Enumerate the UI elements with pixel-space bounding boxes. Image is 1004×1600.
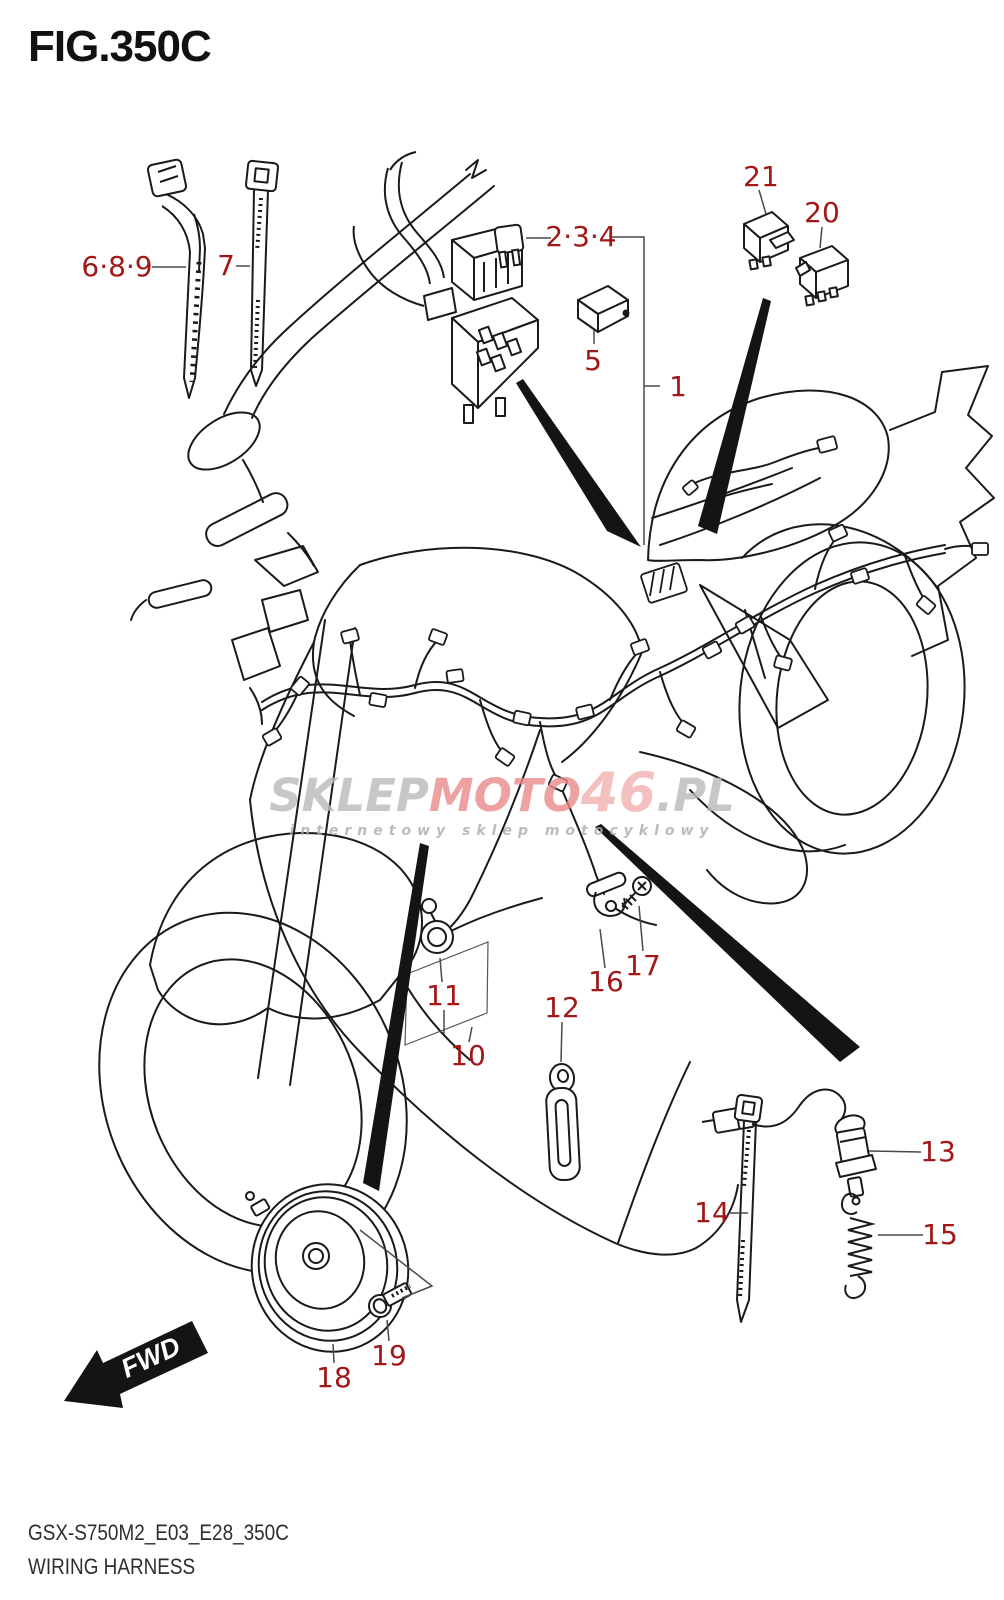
cockpit-detail xyxy=(232,546,318,724)
part-label-1: 1 xyxy=(669,370,687,403)
pointer-arrow-switch xyxy=(595,824,860,1062)
front-fender xyxy=(150,833,422,1024)
horn-18 xyxy=(236,1170,424,1367)
relay-5 xyxy=(578,286,629,332)
footer xyxy=(28,1516,289,1584)
relay-20 xyxy=(796,246,848,305)
ground-terminal-11 xyxy=(421,899,453,953)
fuse-box-assembly xyxy=(354,152,538,423)
part-label-14: 14 xyxy=(694,1196,730,1229)
watermark-subtitle: internetowy sklep motocyklowy xyxy=(289,823,715,839)
part-label-12: 12 xyxy=(544,991,580,1024)
part-label-17: 17 xyxy=(625,949,661,982)
watermark-sklep: SKLEP xyxy=(269,769,429,822)
cable-tie-7 xyxy=(246,161,279,386)
part-label-18: 18 xyxy=(316,1361,352,1394)
pointer-arrow-horn xyxy=(363,843,429,1191)
brake-switch-13 xyxy=(702,1090,876,1205)
relay-21 xyxy=(744,212,794,269)
part-label-2-3-4: 2·3·4 xyxy=(545,220,617,253)
swingarm xyxy=(690,585,845,851)
bolt-17 xyxy=(622,877,651,909)
fwd-arrow xyxy=(64,1321,208,1408)
pointer-arrow-relays xyxy=(698,298,771,534)
cable-tie-6-8-9 xyxy=(147,159,205,398)
pointer-arrows xyxy=(363,298,860,1191)
part-label-5: 5 xyxy=(584,344,602,377)
part-label-11: 11 xyxy=(426,979,462,1012)
part-label-7: 7 xyxy=(217,249,235,282)
figure-name: WIRING HARNESS xyxy=(28,1554,196,1580)
strap-12 xyxy=(546,1062,581,1180)
figure-title: FIG.350C xyxy=(28,22,211,71)
watermark-pl: .PL xyxy=(656,769,735,822)
tail-cowl xyxy=(648,366,994,656)
spring-15 xyxy=(842,1194,872,1298)
pointer-arrow-fusebox xyxy=(516,379,641,547)
part-label-19: 19 xyxy=(371,1339,407,1372)
watermark-46: 46 xyxy=(580,761,657,824)
watermark-moto: MOTO xyxy=(428,769,581,822)
leader-lines xyxy=(152,190,923,1363)
mirror-left xyxy=(131,401,314,620)
part-label-21: 21 xyxy=(743,160,779,193)
part-label-10: 10 xyxy=(450,1039,486,1072)
part-label-6-8-9: 6·8·9 xyxy=(81,250,153,283)
part-label-13: 13 xyxy=(920,1135,956,1168)
part-label-16: 16 xyxy=(588,965,624,998)
clamp-16 xyxy=(585,871,627,916)
part-label-15: 15 xyxy=(922,1218,958,1251)
figure-code: GSX-S750M2_E03_E28_350C xyxy=(28,1520,289,1545)
fwd-arrow-label: FWD xyxy=(116,1330,185,1384)
part-label-20: 20 xyxy=(804,196,840,229)
